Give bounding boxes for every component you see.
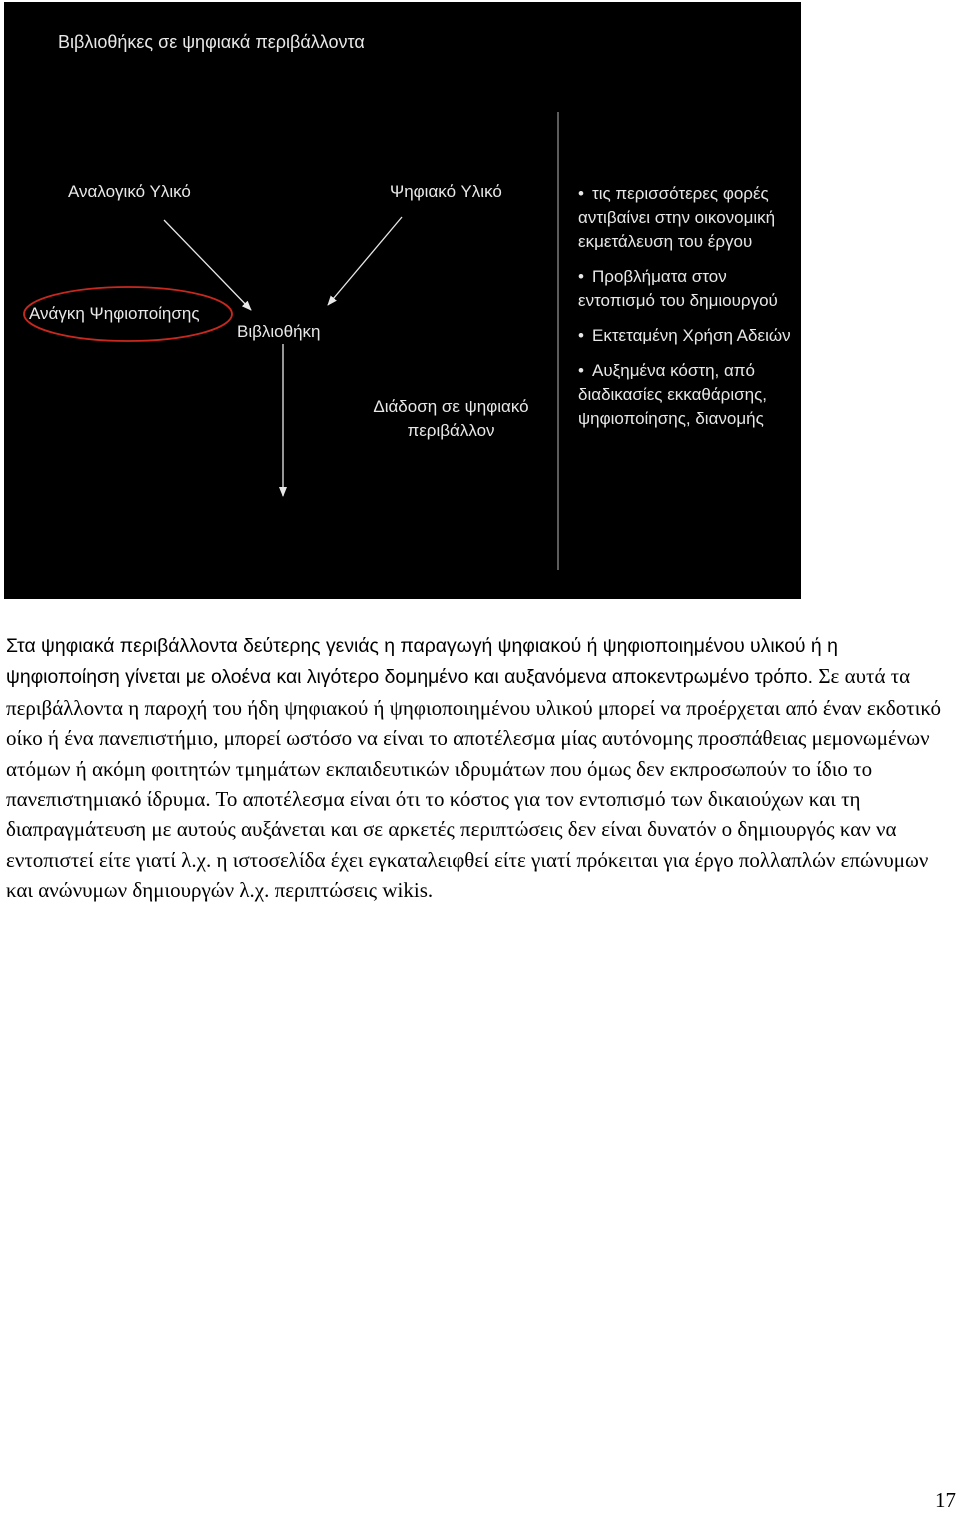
bullet-item: • τις περισσότερες φορές αντιβαίνει στην οικονομική εκμετάλευση του έργου [578, 184, 776, 251]
bullet-item: • Προβλήματα στον εντοπισμό του δημιουργού [578, 267, 778, 310]
bullet-item: • Εκτεταμένη Χρήση Αδειών [578, 326, 791, 345]
label-dissemination-line1: Διάδοση σε ψηφιακό [373, 397, 529, 416]
label-library: Βιβλιοθήκη [237, 322, 321, 341]
slide-title: Βιβλιοθήκες σε ψηφιακά περιβάλλοντα [58, 32, 365, 52]
slide-image [4, 2, 801, 599]
bullet-list [578, 182, 793, 442]
label-dissemination [356, 395, 546, 443]
bullet-item: • Αυξημένα κόστη, από διαδικασίες εκκαθάρισης, ψηφιοποίησης, διανομής [578, 361, 767, 428]
label-need-digitization: Ανάγκη Ψηφιοποίησης [29, 304, 200, 323]
paragraph-sans-part: Στα ψηφιακά περιβάλλοντα δεύτερης γενιάς η παραγωγή ψηφιακού ή ψηφιοποιημένου υλικού ή η ψηφιοποίηση γίνεται με ολοένα και λιγότερο δομημένο και αυξανόμενα αποκεντρωμένο τρόπο. [6, 635, 838, 689]
label-analog-material: Αναλογικό Υλικό [68, 182, 191, 201]
label-dissemination-line2: περιβάλλον [407, 421, 495, 440]
bullet-text: Εκτεταμένη Χρήση Αδειών [592, 326, 791, 345]
label-digital-material: Ψηφιακό Υλικό [390, 182, 502, 201]
paragraph-serif-part: Σε αυτά τα περιβάλλοντα η παροχή του ήδη ψηφιακού ή ψηφιοποιημένου υλικού μπορεί να προέρχεται από έναν εκδοτικό οίκο ή ένα πανεπιστήμιο, μπορεί ωστόσο να είναι το αποτέλεσμα μίας αυτόνομης προσπάθειας μεμονωμένων ατόμων ή ακόμη φοιτητών τμημάτων εκπαιδευτικών ιδρυμάτων που όμως δεν εκπροσωπούν το ίδιο το πανεπιστημιακό ίδρυμα. Το αποτέλεσμα είναι ότι το κόστος για τον εντοπισμό των δικαιούχων και τη διαπραγμάτευση με αυτούς αυξάνεται και σε αρκετές περιπτώσεις δεν είναι δυνατόν ο δημιουργός καν να εντοπιστεί είτε γιατί λ.χ. η ιστοσελίδα έχει εγκαταλειφθεί είτε γιατί πρόκειται για έργο πολλαπλών επώνυμων και ανώνυμων δημιουργών λ.χ. περιπτώσεις wikis. [6, 664, 941, 903]
body-paragraph [6, 630, 956, 906]
bullet-text: τις περισσότερες φορές αντιβαίνει στην οικονομική εκμετάλευση του έργου [578, 184, 776, 251]
page-number: 17 [935, 1488, 956, 1512]
arrow-digital-to-library [328, 217, 402, 305]
bullet-text: Προβλήματα στον εντοπισμό του δημιουργού [578, 267, 778, 310]
bullet-text: Αυξημένα κόστη, από διαδικασίες εκκαθάρισης, ψηφιοποίησης, διανομής [578, 361, 767, 428]
